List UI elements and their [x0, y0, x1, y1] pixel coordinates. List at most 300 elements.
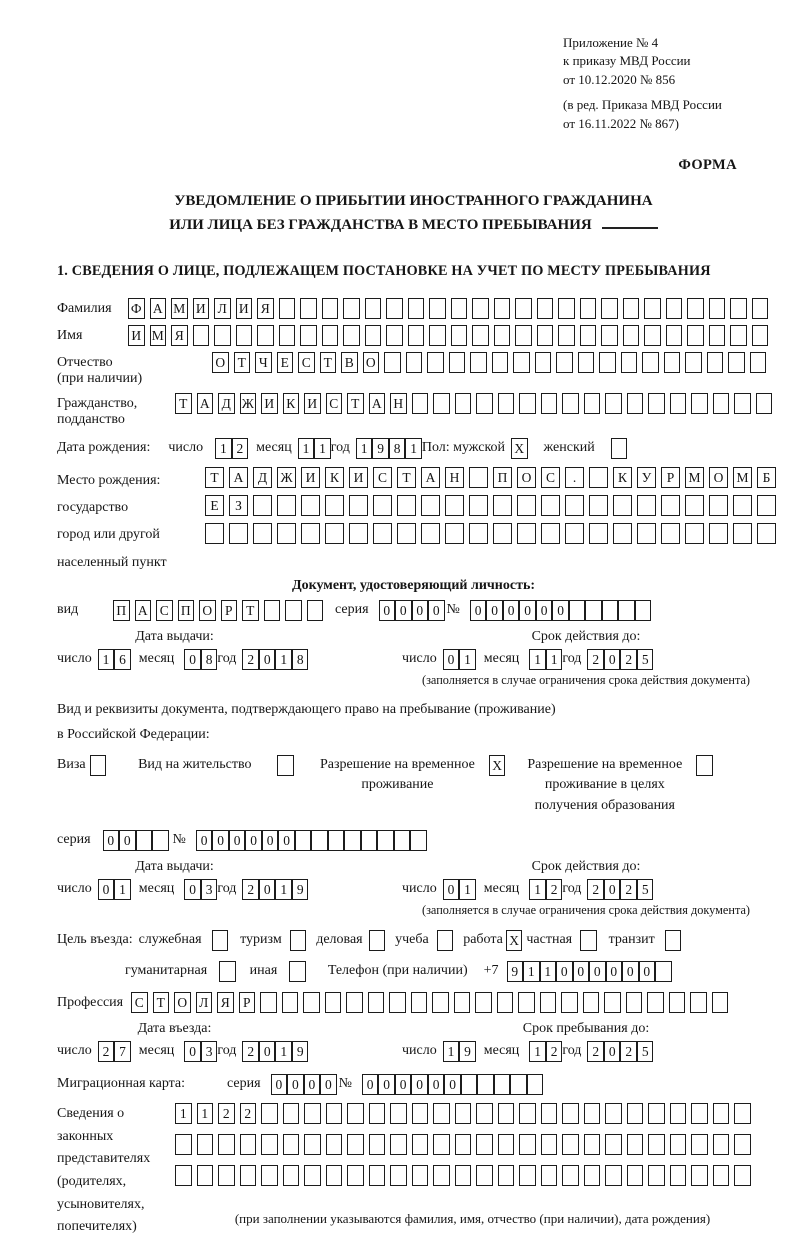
char-box[interactable] [757, 495, 776, 516]
char-box[interactable] [257, 325, 274, 346]
char-box[interactable]: 1 [98, 649, 115, 670]
char-box[interactable] [365, 298, 382, 319]
char-box[interactable] [623, 325, 640, 346]
purpose-study-checkbox[interactable] [437, 930, 454, 951]
char-box[interactable]: О [363, 352, 380, 373]
char-box[interactable]: 0 [320, 1074, 337, 1095]
char-box[interactable] [433, 1165, 450, 1186]
char-box[interactable]: 0 [428, 1074, 445, 1095]
char-box[interactable]: Р [239, 992, 256, 1013]
char-box[interactable] [666, 325, 683, 346]
char-box[interactable] [562, 1165, 579, 1186]
char-box[interactable] [451, 325, 468, 346]
char-box[interactable]: 1 [529, 649, 546, 670]
char-box[interactable] [476, 393, 493, 414]
char-box[interactable] [664, 352, 681, 373]
char-box[interactable] [733, 495, 752, 516]
char-box[interactable] [734, 1165, 751, 1186]
char-box[interactable] [461, 1074, 478, 1095]
char-box[interactable]: С [131, 992, 148, 1013]
char-box[interactable]: 0 [98, 879, 115, 900]
char-box[interactable]: 0 [184, 649, 201, 670]
char-box[interactable] [369, 1103, 386, 1124]
char-box[interactable] [347, 1103, 364, 1124]
char-box[interactable]: 0 [604, 1041, 621, 1062]
char-box[interactable]: 0 [119, 830, 136, 851]
purpose-other-checkbox[interactable] [289, 961, 306, 982]
char-box[interactable] [349, 523, 368, 544]
char-box[interactable] [602, 600, 619, 621]
char-box[interactable]: А [197, 393, 214, 414]
char-box[interactable]: 0 [443, 649, 460, 670]
char-box[interactable] [386, 298, 403, 319]
char-box[interactable] [322, 298, 339, 319]
char-box[interactable] [433, 1134, 450, 1155]
char-box[interactable] [537, 298, 554, 319]
mig-series-input[interactable] [271, 1074, 337, 1095]
char-box[interactable] [515, 298, 532, 319]
char-box[interactable] [277, 755, 294, 776]
char-box[interactable] [691, 393, 708, 414]
char-box[interactable]: 0 [229, 830, 246, 851]
char-box[interactable] [707, 352, 724, 373]
char-box[interactable] [410, 830, 427, 851]
char-box[interactable] [709, 495, 728, 516]
char-box[interactable] [492, 352, 509, 373]
char-box[interactable]: 0 [196, 830, 213, 851]
char-box[interactable] [421, 495, 440, 516]
legal-reps-row3-input[interactable] [175, 1165, 756, 1186]
char-box[interactable]: 0 [519, 600, 536, 621]
char-box[interactable]: 1 [275, 649, 292, 670]
birth-day-input[interactable] [215, 438, 248, 459]
entry-year[interactable] [242, 1041, 308, 1062]
char-box[interactable]: О [212, 352, 229, 373]
char-box[interactable] [599, 352, 616, 373]
permit-number-input[interactable] [196, 830, 427, 851]
permit-issue-month[interactable] [184, 879, 217, 900]
char-box[interactable]: З [229, 495, 248, 516]
char-box[interactable] [343, 325, 360, 346]
char-box[interactable] [236, 325, 253, 346]
char-box[interactable] [283, 1165, 300, 1186]
char-box[interactable]: Я [217, 992, 234, 1013]
char-box[interactable]: 1 [529, 1041, 546, 1062]
char-box[interactable] [303, 992, 320, 1013]
char-box[interactable] [670, 393, 687, 414]
char-box[interactable]: С [541, 467, 560, 488]
profession-input[interactable] [131, 992, 733, 1013]
char-box[interactable] [406, 352, 423, 373]
char-box[interactable] [472, 325, 489, 346]
char-box[interactable] [455, 1134, 472, 1155]
char-box[interactable] [295, 830, 312, 851]
char-box[interactable] [429, 325, 446, 346]
char-box[interactable] [152, 830, 169, 851]
char-box[interactable] [290, 930, 307, 951]
char-box[interactable] [301, 523, 320, 544]
char-box[interactable]: 1 [356, 438, 373, 459]
char-box[interactable]: И [193, 298, 210, 319]
char-box[interactable] [451, 298, 468, 319]
char-box[interactable] [690, 992, 707, 1013]
char-box[interactable]: 9 [372, 438, 389, 459]
permit-issue-day[interactable] [98, 879, 131, 900]
char-box[interactable] [476, 1134, 493, 1155]
char-box[interactable] [477, 1074, 494, 1095]
char-box[interactable] [475, 992, 492, 1013]
char-box[interactable] [472, 298, 489, 319]
char-box[interactable]: 2 [587, 879, 604, 900]
purpose-business-checkbox[interactable] [369, 930, 386, 951]
char-box[interactable]: 3 [201, 879, 218, 900]
doc-issue-year[interactable] [242, 649, 308, 670]
char-box[interactable]: 1 [540, 961, 557, 982]
char-box[interactable] [389, 992, 406, 1013]
char-box[interactable]: Т [175, 393, 192, 414]
char-box[interactable]: 9 [292, 879, 309, 900]
char-box[interactable] [412, 1103, 429, 1124]
char-box[interactable] [713, 1165, 730, 1186]
char-box[interactable]: М [733, 467, 752, 488]
char-box[interactable]: 0 [184, 1041, 201, 1062]
char-box[interactable] [311, 830, 328, 851]
char-box[interactable] [589, 467, 608, 488]
mig-number-input[interactable] [362, 1074, 544, 1095]
char-box[interactable]: 0 [470, 600, 487, 621]
char-box[interactable]: Я [257, 298, 274, 319]
char-box[interactable]: Т [242, 600, 259, 621]
char-box[interactable]: А [369, 393, 386, 414]
char-box[interactable]: 2 [620, 649, 637, 670]
char-box[interactable] [541, 495, 560, 516]
char-box[interactable]: О [517, 467, 536, 488]
char-box[interactable] [219, 961, 236, 982]
char-box[interactable] [437, 930, 454, 951]
purpose-tourism-checkbox[interactable] [290, 930, 307, 951]
char-box[interactable] [757, 523, 776, 544]
char-box[interactable]: А [150, 298, 167, 319]
char-box[interactable]: 0 [428, 600, 445, 621]
char-box[interactable] [661, 495, 680, 516]
char-box[interactable] [670, 1134, 687, 1155]
char-box[interactable] [519, 393, 536, 414]
char-box[interactable] [585, 600, 602, 621]
char-box[interactable] [449, 352, 466, 373]
char-box[interactable] [627, 1165, 644, 1186]
sex-male-checkbox[interactable] [511, 438, 528, 459]
birthplace-row2-input[interactable] [205, 495, 781, 516]
char-box[interactable]: Н [390, 393, 407, 414]
char-box[interactable] [282, 992, 299, 1013]
char-box[interactable]: 2 [240, 1103, 257, 1124]
char-box[interactable] [605, 1165, 622, 1186]
char-box[interactable]: 2 [242, 649, 259, 670]
char-box[interactable] [240, 1134, 257, 1155]
char-box[interactable]: 0 [552, 600, 569, 621]
char-box[interactable] [433, 393, 450, 414]
char-box[interactable]: П [178, 600, 195, 621]
char-box[interactable] [713, 1134, 730, 1155]
char-box[interactable]: X [489, 755, 506, 776]
char-box[interactable]: Р [661, 467, 680, 488]
char-box[interactable] [510, 1074, 527, 1095]
char-box[interactable]: 0 [573, 961, 590, 982]
char-box[interactable] [519, 1134, 536, 1155]
char-box[interactable] [261, 1103, 278, 1124]
char-box[interactable] [469, 467, 488, 488]
char-box[interactable] [325, 523, 344, 544]
char-box[interactable]: Е [277, 352, 294, 373]
char-box[interactable] [325, 495, 344, 516]
char-box[interactable] [515, 325, 532, 346]
char-box[interactable] [253, 495, 272, 516]
char-box[interactable]: И [236, 298, 253, 319]
char-box[interactable] [326, 1134, 343, 1155]
char-box[interactable] [647, 992, 664, 1013]
char-box[interactable] [580, 325, 597, 346]
char-box[interactable]: А [135, 600, 152, 621]
char-box[interactable] [469, 495, 488, 516]
char-box[interactable]: 0 [378, 1074, 395, 1095]
char-box[interactable]: Б [757, 467, 776, 488]
char-box[interactable]: 0 [556, 961, 573, 982]
char-box[interactable] [494, 298, 511, 319]
char-box[interactable] [756, 393, 773, 414]
char-box[interactable] [408, 325, 425, 346]
char-box[interactable] [584, 393, 601, 414]
char-box[interactable]: Я [171, 325, 188, 346]
char-box[interactable]: 2 [546, 1041, 563, 1062]
char-box[interactable] [386, 325, 403, 346]
char-box[interactable]: П [493, 467, 512, 488]
char-box[interactable] [541, 1103, 558, 1124]
char-box[interactable] [691, 1103, 708, 1124]
char-box[interactable] [493, 495, 512, 516]
char-box[interactable]: 7 [114, 1041, 131, 1062]
char-box[interactable] [584, 1134, 601, 1155]
char-box[interactable]: С [326, 393, 343, 414]
char-box[interactable] [261, 1134, 278, 1155]
char-box[interactable] [696, 755, 713, 776]
char-box[interactable]: 0 [412, 600, 429, 621]
sex-female-checkbox[interactable] [611, 438, 628, 459]
char-box[interactable] [535, 352, 552, 373]
char-box[interactable]: 0 [622, 961, 639, 982]
char-box[interactable]: 3 [201, 1041, 218, 1062]
char-box[interactable] [642, 352, 659, 373]
char-box[interactable]: 2 [98, 1041, 115, 1062]
char-box[interactable] [541, 1165, 558, 1186]
char-box[interactable]: 5 [637, 879, 654, 900]
char-box[interactable] [623, 298, 640, 319]
char-box[interactable] [476, 1165, 493, 1186]
char-box[interactable] [304, 1103, 321, 1124]
char-box[interactable] [627, 393, 644, 414]
char-box[interactable] [561, 992, 578, 1013]
char-box[interactable] [445, 523, 464, 544]
char-box[interactable]: 0 [395, 600, 412, 621]
char-box[interactable] [326, 1103, 343, 1124]
char-box[interactable]: К [283, 393, 300, 414]
birthplace-row1-input[interactable] [205, 467, 781, 488]
char-box[interactable]: С [156, 600, 173, 621]
char-box[interactable] [136, 830, 153, 851]
char-box[interactable] [558, 325, 575, 346]
char-box[interactable] [537, 325, 554, 346]
char-box[interactable] [556, 352, 573, 373]
char-box[interactable] [193, 325, 210, 346]
char-box[interactable]: Т [234, 352, 251, 373]
char-box[interactable] [691, 1134, 708, 1155]
char-box[interactable] [637, 523, 656, 544]
char-box[interactable] [285, 600, 302, 621]
purpose-humanitarian-checkbox[interactable] [219, 961, 236, 982]
char-box[interactable] [752, 298, 769, 319]
char-box[interactable]: 0 [589, 961, 606, 982]
purpose-official-checkbox[interactable] [212, 930, 229, 951]
doc-issue-month[interactable] [184, 649, 217, 670]
residence-permit-checkbox[interactable] [277, 755, 294, 776]
char-box[interactable] [368, 992, 385, 1013]
char-box[interactable]: 1 [314, 438, 331, 459]
char-box[interactable]: 9 [507, 961, 524, 982]
char-box[interactable] [627, 1103, 644, 1124]
char-box[interactable] [709, 523, 728, 544]
char-box[interactable] [669, 992, 686, 1013]
birth-year-input[interactable] [356, 438, 422, 459]
char-box[interactable] [412, 1165, 429, 1186]
char-box[interactable]: Т [153, 992, 170, 1013]
char-box[interactable] [750, 352, 767, 373]
char-box[interactable] [648, 1134, 665, 1155]
char-box[interactable] [494, 1074, 511, 1095]
char-box[interactable] [670, 1165, 687, 1186]
char-box[interactable]: 1 [443, 1041, 460, 1062]
char-box[interactable] [394, 830, 411, 851]
char-box[interactable]: 1 [298, 438, 315, 459]
entry-day[interactable] [98, 1041, 131, 1062]
char-box[interactable] [685, 523, 704, 544]
char-box[interactable] [493, 523, 512, 544]
char-box[interactable]: 1 [546, 649, 563, 670]
char-box[interactable] [229, 523, 248, 544]
char-box[interactable] [611, 438, 628, 459]
char-box[interactable] [648, 393, 665, 414]
patronymic-input[interactable] [212, 352, 771, 373]
char-box[interactable] [589, 495, 608, 516]
char-box[interactable]: Ж [277, 467, 296, 488]
char-box[interactable] [584, 1103, 601, 1124]
char-box[interactable] [580, 298, 597, 319]
char-box[interactable] [589, 523, 608, 544]
char-box[interactable] [558, 298, 575, 319]
char-box[interactable]: 0 [486, 600, 503, 621]
char-box[interactable] [205, 523, 224, 544]
char-box[interactable] [494, 325, 511, 346]
char-box[interactable]: 2 [242, 879, 259, 900]
char-box[interactable] [445, 495, 464, 516]
char-box[interactable] [513, 352, 530, 373]
char-box[interactable]: В [341, 352, 358, 373]
char-box[interactable]: И [128, 325, 145, 346]
char-box[interactable]: 9 [292, 1041, 309, 1062]
char-box[interactable]: 0 [212, 830, 229, 851]
char-box[interactable]: И [301, 467, 320, 488]
char-box[interactable] [635, 600, 652, 621]
char-box[interactable]: 0 [362, 1074, 379, 1095]
char-box[interactable] [369, 1165, 386, 1186]
char-box[interactable] [752, 325, 769, 346]
char-box[interactable] [455, 1165, 472, 1186]
char-box[interactable]: П [113, 600, 130, 621]
char-box[interactable] [397, 523, 416, 544]
char-box[interactable] [344, 830, 361, 851]
char-box[interactable] [304, 1165, 321, 1186]
char-box[interactable] [390, 1165, 407, 1186]
char-box[interactable]: 2 [620, 1041, 637, 1062]
char-box[interactable] [541, 1134, 558, 1155]
char-box[interactable] [734, 393, 751, 414]
char-box[interactable] [240, 1165, 257, 1186]
char-box[interactable]: 0 [287, 1074, 304, 1095]
permit-issue-year[interactable] [242, 879, 308, 900]
char-box[interactable] [517, 523, 536, 544]
char-box[interactable] [326, 1165, 343, 1186]
char-box[interactable] [685, 352, 702, 373]
char-box[interactable]: X [506, 930, 523, 951]
name-input[interactable] [128, 325, 773, 346]
char-box[interactable] [583, 992, 600, 1013]
char-box[interactable] [604, 992, 621, 1013]
char-box[interactable] [175, 1134, 192, 1155]
char-box[interactable]: X [511, 438, 528, 459]
char-box[interactable]: Н [445, 467, 464, 488]
char-box[interactable] [655, 961, 672, 982]
char-box[interactable] [455, 1103, 472, 1124]
char-box[interactable] [300, 325, 317, 346]
char-box[interactable]: 0 [271, 1074, 288, 1095]
char-box[interactable]: Е [205, 495, 224, 516]
temp-edu-checkbox[interactable] [696, 755, 713, 776]
char-box[interactable] [498, 1103, 515, 1124]
char-box[interactable]: 6 [114, 649, 131, 670]
char-box[interactable] [325, 992, 342, 1013]
doc-issue-day[interactable] [98, 649, 131, 670]
char-box[interactable] [648, 1165, 665, 1186]
char-box[interactable] [408, 298, 425, 319]
char-box[interactable]: 0 [278, 830, 295, 851]
citizenship-input[interactable] [175, 393, 777, 414]
char-box[interactable] [369, 1134, 386, 1155]
legal-reps-row2-input[interactable] [175, 1134, 756, 1155]
char-box[interactable] [432, 992, 449, 1013]
char-box[interactable] [540, 992, 557, 1013]
char-box[interactable]: 0 [443, 879, 460, 900]
char-box[interactable]: 1 [215, 438, 232, 459]
char-box[interactable]: М [171, 298, 188, 319]
char-box[interactable]: Т [205, 467, 224, 488]
char-box[interactable] [301, 495, 320, 516]
char-box[interactable] [498, 1165, 515, 1186]
char-box[interactable]: К [613, 467, 632, 488]
char-box[interactable]: 1 [523, 961, 540, 982]
char-box[interactable] [541, 393, 558, 414]
char-box[interactable] [562, 1103, 579, 1124]
doc-valid-day[interactable] [443, 649, 476, 670]
char-box[interactable] [347, 1165, 364, 1186]
char-box[interactable]: 2 [546, 879, 563, 900]
